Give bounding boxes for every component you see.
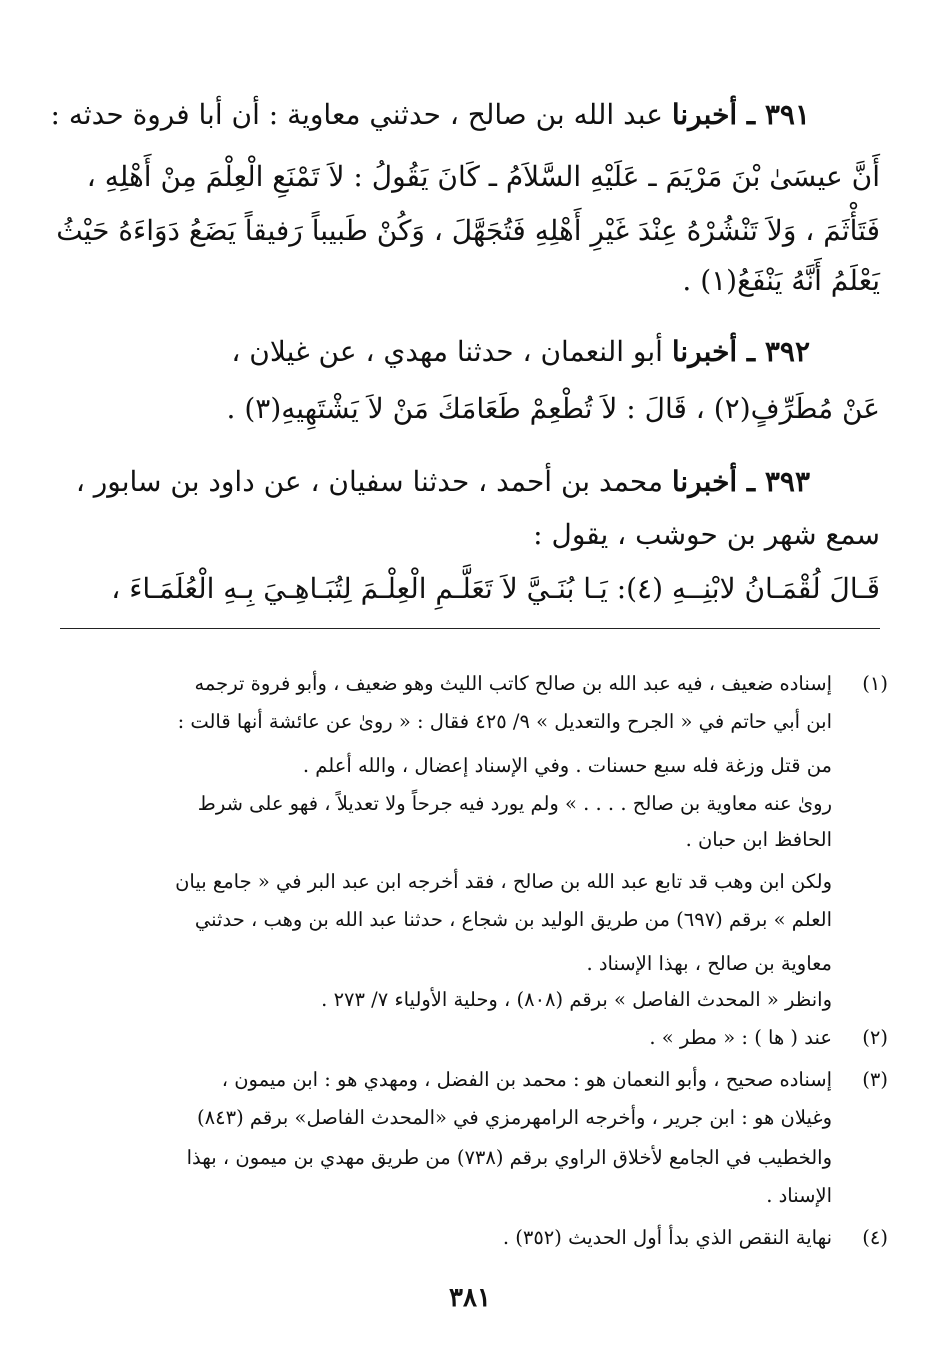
footnote-marker: (٣) [862, 1068, 888, 1091]
akhbarana: أخبرنا [671, 335, 738, 368]
footnote-separator [60, 628, 880, 629]
hadith-391-opening: ٣٩١ ـ أخبرنا عبد الله بن صالح ، حدثني معاوية : أن أبا فروة حدثه : [50, 98, 810, 131]
isnad-text: أبو النعمان ، حدثنا مهدي ، عن غيلان ، [231, 335, 663, 368]
footnote-marker: (٢) [862, 1026, 888, 1049]
footnote-line: وغيلان هو : ابن جرير ، وأخرجه الرامهرمزي في «المحدث الفاصل» برقم (٨٤٣) [197, 1106, 832, 1129]
footnote-line: ابن أبي حاتم في « الجرح والتعديل » ٩/ ٤٢٥ فقال : « روىٰ عن عائشة أنها قالت : [177, 710, 832, 733]
hadith-391-matn-line: أَنَّ عيسَىٰ بْنَ مَرْيَمَ ـ عَلَيْهِ السَّلاَمُ ـ كَانَ يَقُولُ : لاَ تَمْنَعِ الْعِلْمَ مِنْ أَهْلِهِ ، [86, 160, 880, 193]
hadith-number: ٣٩١ [764, 98, 810, 131]
hadith-393-opening: ٣٩٣ ـ أخبرنا محمد بن أحمد ، حدثنا سفيان ، عن داود بن سابور ، [75, 465, 810, 498]
footnote-line: إسناده ضعيف ، فيه عبد الله بن صالح كاتب الليث وهو ضعيف ، وأبو فروة ترجمه [194, 672, 832, 695]
hadith-391-matn-line: فَتَأْثَمَ ، وَلاَ تَنْشُرْهُ عِنْدَ غَيْرِ أَهْلِهِ فَتُجَهَّلَ ، وَكُنْ طَبيباً رَفيقاً يَضَعُ دَوَاءَهُ حَيْثُ [56, 214, 880, 247]
hadith-number: ٣٩٣ [764, 465, 810, 498]
footnote-line: روىٰ عنه معاوية بن صالح . . . . » ولم يورد فيه جرحاً ولا تعديلاً ، فهو على شرط [197, 792, 832, 815]
footnote-line: ولكن ابن وهب قد تابع عبد الله بن صالح ، فقد أخرجه ابن عبد البر في « جامع بيان [175, 870, 832, 893]
footnote-line: الإسناد . [766, 1184, 832, 1207]
akhbarana: أخبرنا [671, 98, 738, 131]
page-number: ٣٨١ [449, 1283, 491, 1313]
footnote-line: نهاية النقص الذي بدأ أول الحديث (٣٥٢) . [502, 1226, 832, 1249]
footnote-line: عند ( ها ) : « مطر » . [649, 1026, 832, 1049]
hadith-number: ٣٩٢ [764, 335, 810, 368]
footnote-line: من قتل وزغة فله سبع حسنات . وفي الإسناد إعضال ، والله أعلم . [302, 754, 832, 777]
hadith-391-matn-line: يَعْلَمُ أَنَّهُ يَنْفَعُ(١) . [682, 264, 880, 297]
hadith-392-matn-line: عَنْ مُطَرِّفٍ(٢) ، قَالَ : لاَ تُطْعِمْ طَعَامَكَ مَنْ لاَ يَشْتَهِيهِ(٣) . [226, 392, 880, 425]
footnote-line: وانظر « المحدث الفاصل » برقم (٨٠٨) ، وحلية الأولياء ٧/ ٢٧٣ . [321, 988, 832, 1011]
hadith-393-matn-line: قَـالَ لُقْمَـانُ لابْنِــهِ (٤): يَـا بُنَـيَّ لاَ تَعَلَّـمِ الْعِلْـمَ لِتُبَـاهِـيَ بِـهِ الْعُلَمَـاءَ ، [111, 572, 880, 605]
footnote-line: الحافظ ابن حبان . [685, 828, 832, 851]
isnad-text: محمد بن أحمد ، حدثنا سفيان ، عن داود بن سابور ، [75, 465, 663, 498]
footnote-line: والخطيب في الجامع لأخلاق الراوي برقم (٧٣٨) من طريق مهدي بن ميمون ، بهذا [186, 1146, 832, 1169]
isnad-text: عبد الله بن صالح ، حدثني معاوية : أن أبا فروة حدثه : [50, 98, 663, 131]
footnote-line: العلم » برقم (٦٩٧) من طريق الوليد بن شجاع ، حدثنا عبد الله بن وهب ، حدثني [194, 908, 832, 931]
hadith-392-opening: ٣٩٢ ـ أخبرنا أبو النعمان ، حدثنا مهدي ، عن غيلان ، [231, 335, 810, 368]
footnote-marker: (١) [862, 672, 888, 695]
footnote-line: إسناده صحيح ، وأبو النعمان هو : محمد بن الفضل ، ومهدي هو : ابن ميمون ، [221, 1068, 832, 1091]
footnote-line: معاوية بن صالح ، بهذا الإسناد . [586, 952, 832, 975]
akhbarana: أخبرنا [671, 465, 738, 498]
hadith-393-isnad-line: سمع شهر بن حوشب ، يقول : [533, 518, 880, 551]
footnote-marker: (٤) [862, 1226, 888, 1249]
